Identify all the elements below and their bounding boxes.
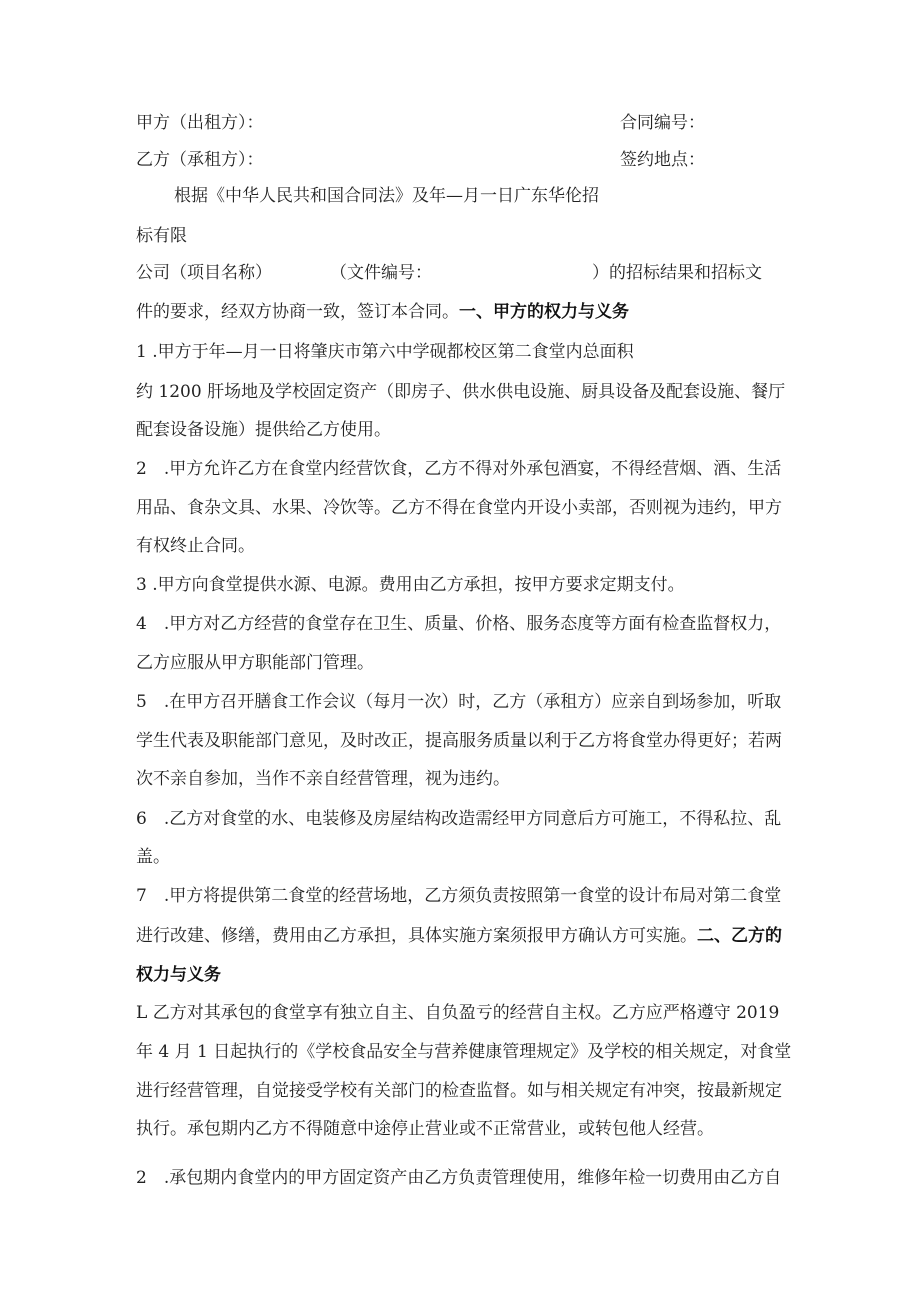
s1-item-7-line-2-text: 进行改建、修缮，费用由乙方承担，具体实施方案须报甲方确认方可实施。 (136, 926, 697, 946)
file-number-label: （文件编号： (330, 263, 432, 283)
section-1-heading: 一、甲方的权力与义务 (459, 302, 629, 322)
intro-line-2: 标有限 (136, 226, 187, 246)
contract-number-label: 合同编号： (620, 113, 705, 133)
intro-line-1: 根据《中华人民共和国合同法》及年—月一日广东华伦招 (174, 186, 599, 206)
section-2-heading-part-2: 权力与义务 (136, 965, 221, 985)
s1-item-2-line-3: 有权终止合同。 (136, 536, 255, 556)
s1-item-2-line-2: 用品、食杂文具、水果、冷饮等。乙方不得在食堂内开设小卖部，否则视为违约，甲方 (136, 498, 782, 518)
sign-place-label: 签约地点： (620, 150, 705, 170)
s2-item-2-line-1: 2 .承包期内食堂内的甲方固定资产由乙方负责管理使用，维修年检一切费用由乙方自 (136, 1168, 782, 1188)
s1-item-6-line-2: 盖。 (136, 847, 170, 867)
s1-item-5-line-2: 学生代表及职能部门意见，及时改正，提高服务质量以利于乙方将食堂办得更好；若两 (136, 731, 782, 751)
s1-item-4-line-2: 乙方应服从甲方职能部门管理。 (136, 653, 374, 673)
s1-item-5-line-3: 次不亲自参加，当作不亲自经营管理，视为违约。 (136, 769, 510, 789)
s1-item-1-line-1: 1 .甲方于年—月一日将肇庆市第六中学砚都校区第二食堂内总面积 (136, 342, 634, 362)
s1-item-5-line-1: 5 .在甲方召开膳食工作会议（每月一次）时，乙方（承租方）应亲自到场参加，听取 (136, 692, 782, 712)
section-2-heading-part-1: 二、乙方的 (697, 926, 782, 946)
s1-item-3-line-1: 3 .甲方向食堂提供水源、电源。费用由乙方承担，按甲方要求定期支付。 (136, 575, 685, 595)
s2-item-1-line-2: 年 4 月 1 日起执行的《学校食品安全与营养健康管理规定》及学校的相关规定，对食堂 (136, 1042, 792, 1062)
project-name-label: 公司（项目名称） (136, 263, 272, 283)
s1-item-1-line-3: 配套设备设施）提供给乙方使用。 (136, 420, 391, 440)
party-a-label: 甲方（出租方）： (136, 113, 264, 133)
intro-line-3-end: ）的招标结果和招标文 (592, 263, 762, 283)
party-b-label: 乙方（承租方）： (136, 150, 264, 170)
s1-item-1-line-2: 约 1200 肝场地及学校固定资产（即房子、供水供电设施、厨具设备及配套设施、餐厅 (136, 382, 786, 402)
s1-item-7-line-2 (136, 925, 782, 947)
s1-item-7-line-1: 7 .甲方将提供第二食堂的经营场地，乙方须负责按照第一食堂的设计布局对第二食堂 (136, 886, 782, 906)
s2-item-1-line-4: 执行。承包期内乙方不得随意中途停止营业或不正常营业，或转包他人经营。 (136, 1119, 714, 1139)
s2-item-1-line-1: L 乙方对其承包的食堂享有独立自主、自负盈亏的经营自主权。乙方应严格遵守 2019 (136, 1003, 780, 1023)
intro-line-4 (136, 301, 629, 323)
intro-line-4-text: 件的要求，经双方协商一致，签订本合同。 (136, 302, 459, 322)
s1-item-6-line-1: 6 .乙方对食堂的水、电装修及房屋结构改造需经甲方同意后方可施工，不得私拉、乱 (136, 809, 782, 829)
s1-item-2-line-1: 2 .甲方允许乙方在食堂内经营饮食，乙方不得对外承包酒宴，不得经营烟、酒、生活 (136, 459, 782, 479)
s1-item-4-line-1: 4 .甲方对乙方经营的食堂存在卫生、质量、价格、服务态度等方面有检查监督权力， (136, 614, 782, 634)
s2-item-1-line-3: 进行经营管理，自觉接受学校有关部门的检查监督。如与相关规定有冲突，按最新规定 (136, 1081, 782, 1101)
